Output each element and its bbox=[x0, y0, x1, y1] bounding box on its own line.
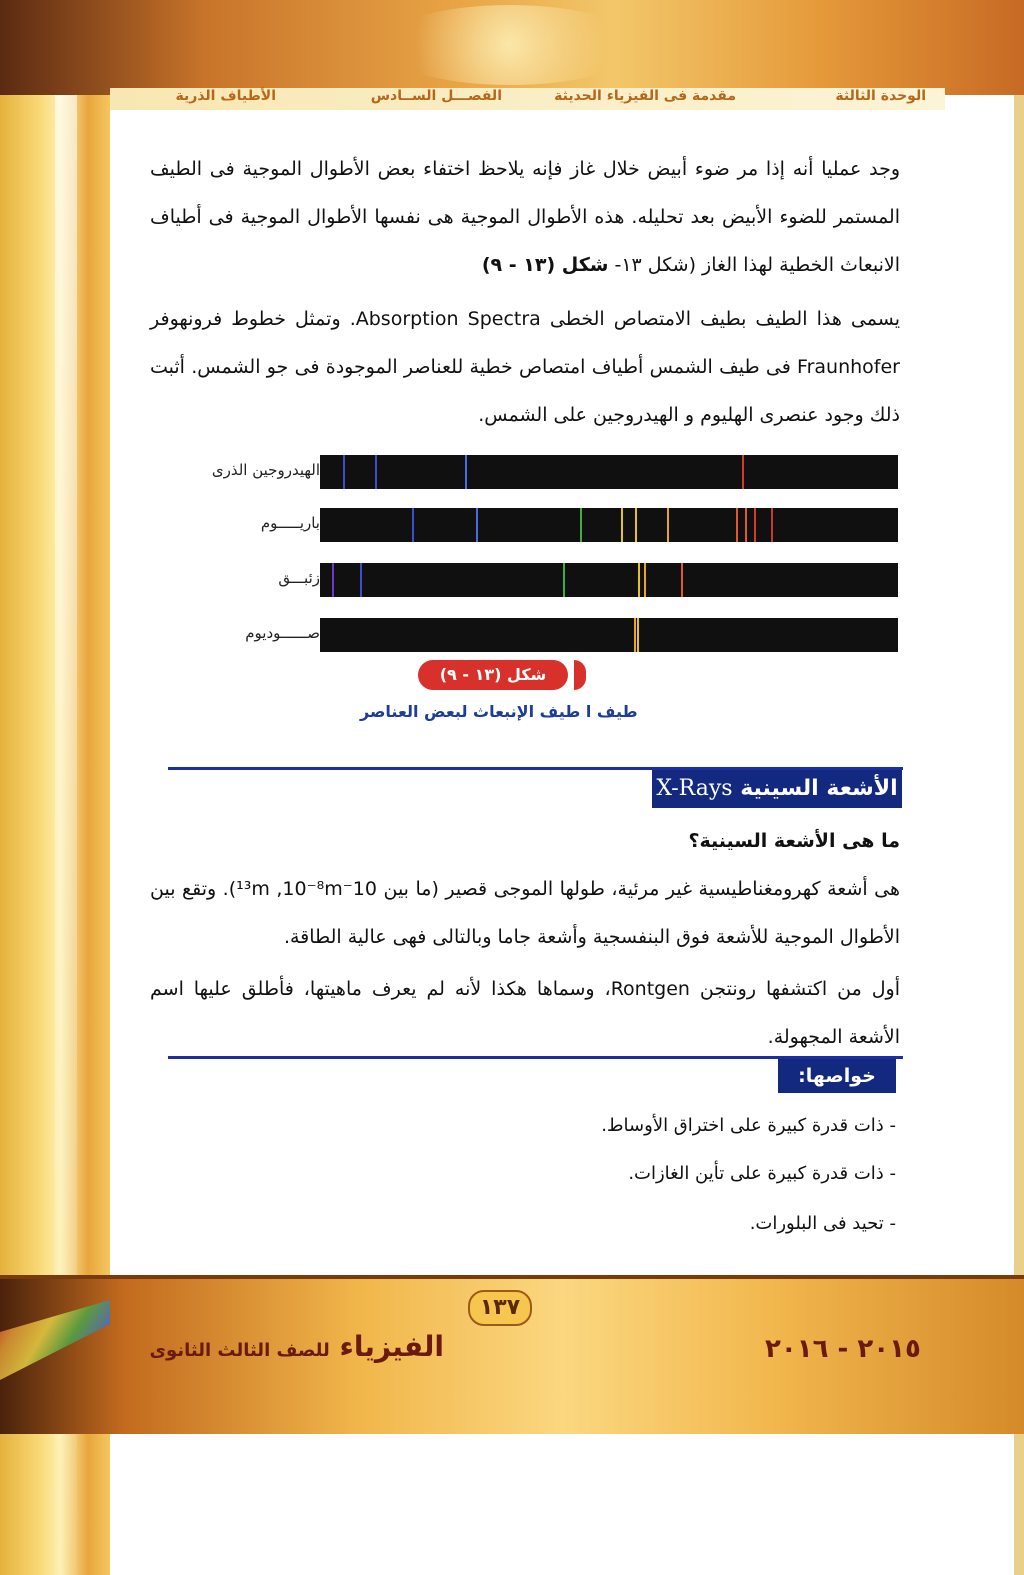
banner-glow bbox=[380, 5, 640, 85]
spectral-line bbox=[637, 618, 639, 652]
properties-heading: خواصها: bbox=[778, 1059, 896, 1093]
spectrum-row-hydrogen bbox=[170, 455, 910, 495]
academic-years: ٢٠١٥ - ٢٠١٦ bbox=[765, 1334, 921, 1364]
spectral-line bbox=[621, 508, 623, 542]
spectral-line bbox=[742, 455, 744, 489]
spectrum-label: صــــــوديوم bbox=[245, 624, 320, 642]
spectral-line bbox=[375, 455, 377, 489]
heading-arabic: الأشعة السينية bbox=[740, 776, 898, 801]
spectral-line bbox=[635, 508, 637, 542]
xray-paragraph-2: أول من اكتشفها رونتجن Rontgen، وسماها هكذا لأنه لم يعرف ماهيتها، فأطلق عليها اسم الأشعة المجهولة. bbox=[150, 978, 900, 1048]
spectrum-label: الهيدروجين الذرى bbox=[211, 461, 320, 479]
spectrum-label: زئبـــق bbox=[278, 569, 320, 587]
header-unit: الوحدة الثالثة bbox=[835, 88, 926, 104]
spectral-line bbox=[745, 508, 747, 542]
spectrum-bar bbox=[320, 563, 898, 597]
spectrum-bar bbox=[320, 618, 898, 652]
spectral-line bbox=[638, 563, 640, 597]
spectral-line bbox=[580, 508, 582, 542]
spectral-line bbox=[736, 508, 738, 542]
spectrum-bar bbox=[320, 455, 898, 489]
spectral-line bbox=[412, 508, 414, 542]
book-title bbox=[150, 1330, 444, 1363]
book-title-main: الفيزياء bbox=[339, 1330, 444, 1363]
spectral-line bbox=[563, 563, 565, 597]
spectral-line bbox=[771, 508, 773, 542]
spectra-figure bbox=[170, 445, 910, 665]
figure-reference: شكل (١٣ - ٩) bbox=[481, 254, 609, 276]
header-topic: الأطياف الذرية bbox=[175, 88, 276, 104]
figure-badge: شكل (١٣ - ٩) bbox=[418, 660, 568, 690]
spectral-line bbox=[644, 563, 646, 597]
property-item: - تحيد فى البلورات. bbox=[749, 1213, 896, 1234]
spectral-line bbox=[465, 455, 467, 489]
spectral-line bbox=[343, 455, 345, 489]
spectrum-row-mercury bbox=[170, 563, 910, 603]
paragraph-1-text: وجد عمليا أنه إذا مر ضوء أبيض خلال غاز فإنه يلاحظ اختفاء بعض الأطوال الموجية فى الطيف المستمر للضوء الأبيض بعد تحليله. هذه الأطوال الموجية هى نفسها الأطوال الموجية فى أطياف الانبعاث الخطية لهذا الغاز (شكل ١٣- bbox=[150, 158, 900, 276]
spectral-line bbox=[634, 618, 636, 652]
spectral-line bbox=[667, 508, 669, 542]
spectrum-row-barium bbox=[170, 508, 910, 548]
xray-paragraph-1: هى أشعة كهرومغناطيسية غير مرئية، طولها الموجى قصير (ما بين 10⁻¹³m ,10⁻⁸m). وتقع بين الأطوال الموجية للأشعة فوق البنفسجية وأشعة جاما وبالتالى فهى عالية الطاقة. bbox=[150, 878, 901, 948]
page-number: ١٣٧ bbox=[468, 1290, 532, 1326]
property-item: - ذات قدرة كبيرة على اختراق الأوساط. bbox=[601, 1115, 896, 1136]
section-heading-xrays bbox=[652, 770, 902, 808]
spectral-line bbox=[681, 563, 683, 597]
footer-rule bbox=[0, 1275, 1024, 1279]
header-chapter: الفصـــل الســادس bbox=[370, 88, 502, 104]
spectral-line bbox=[360, 563, 362, 597]
spectrum-bar bbox=[320, 508, 898, 542]
header-section: مقدمة فى الفيزياء الحديثة bbox=[554, 88, 736, 104]
heading-english: X-Rays bbox=[656, 776, 733, 801]
figure-caption: طيف ا طيف الإنبعاث لبعض العناصر bbox=[360, 702, 638, 721]
top-banner bbox=[0, 0, 1024, 95]
spectral-line bbox=[332, 563, 334, 597]
spectrum-label: باريـــــوم bbox=[260, 514, 320, 532]
spectral-line bbox=[754, 508, 756, 542]
paragraph-1 bbox=[150, 145, 900, 289]
spectrum-row-sodium bbox=[170, 618, 910, 658]
paragraph-2: يسمى هذا الطيف بطيف الامتصاص الخطى Absorption Spectra. وتمثل خطوط فرونهوفر Fraunhofer فى طيف الشمس أطياف امتصاص خطية للعناصر الموجودة فى جو الشمس. أثبت ذلك وجود عنصرى الهليوم و الهيدروجين على الشمس. bbox=[150, 308, 900, 426]
spectral-line bbox=[476, 508, 478, 542]
question-heading: ما هى الأشعة السينية؟ bbox=[688, 830, 900, 852]
property-item: - ذات قدرة كبيرة على تأين الغازات. bbox=[628, 1163, 896, 1184]
book-title-sub: للصف الثالث الثانوى bbox=[149, 1340, 330, 1361]
